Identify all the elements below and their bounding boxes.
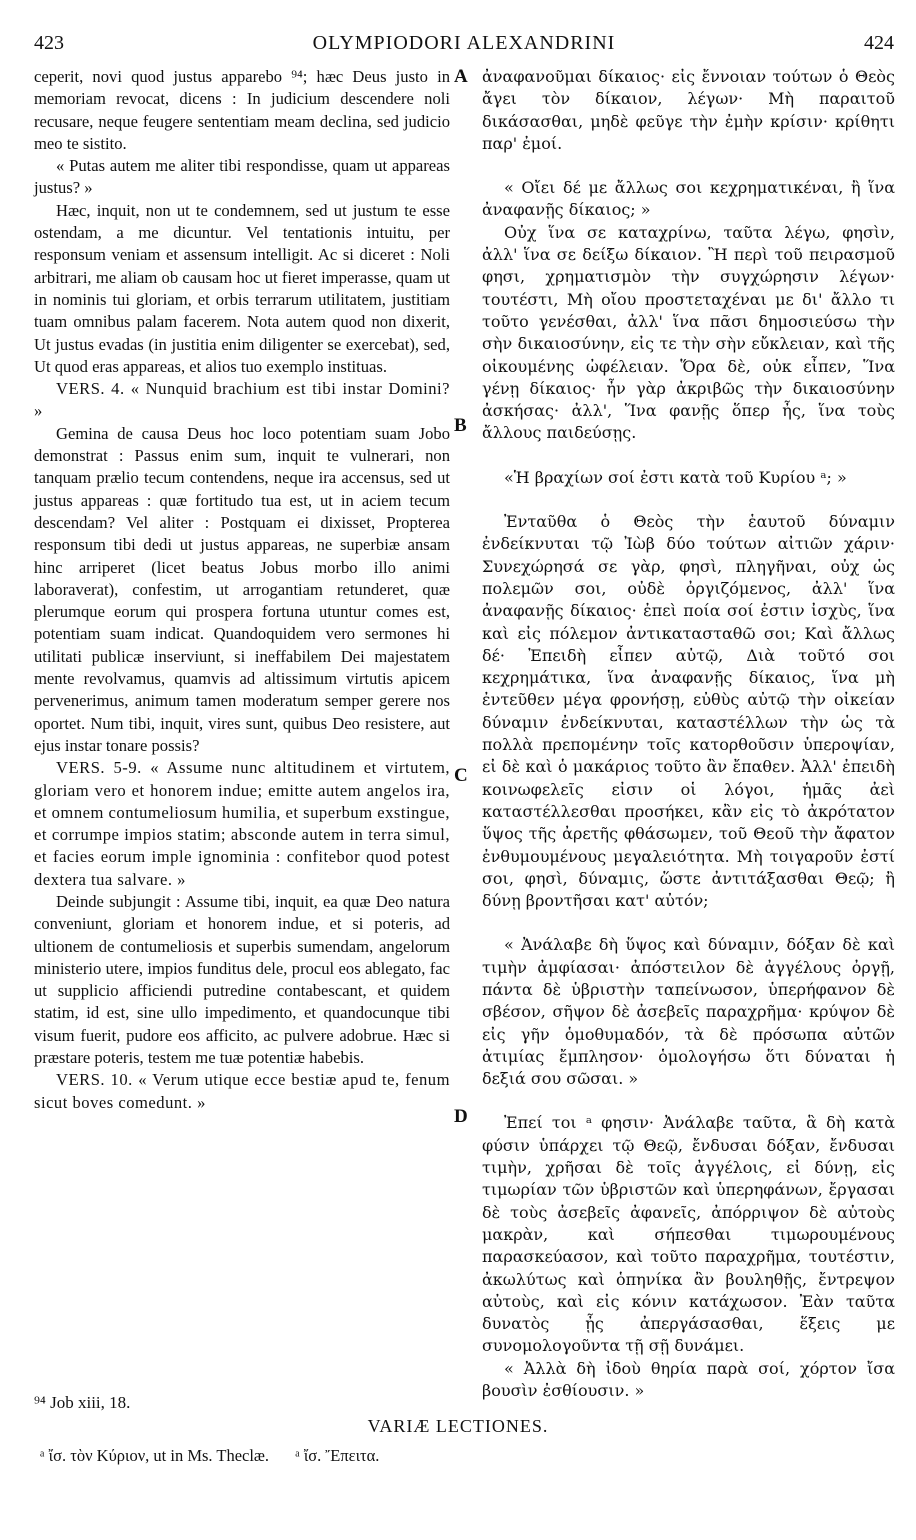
greek-column	[482, 66, 895, 1402]
page-number-right: 424	[864, 32, 894, 54]
latin-column	[34, 66, 450, 1114]
variae-lectiones	[40, 1446, 379, 1466]
variant-reading: ᵃ ἴσ. τὸν Κύριον, ut in Ms. Theclæ.	[40, 1446, 270, 1465]
margin-letter-a: A	[454, 66, 468, 87]
page-number-left: 423	[34, 32, 64, 54]
footnote: ⁹⁴ Job xiii, 18.	[34, 1393, 131, 1412]
variae-lectiones-title: VARIÆ LECTIONES.	[367, 1416, 549, 1436]
margin-letter-c: C	[454, 765, 468, 786]
latin-verse: VERS. 5-9. « Assume nunc altitudinem et virtutem, gloriam vero et honorem indue; emitte autem angelos ira, et omnem contumeliosum humilia, et superbum exstingue, et corrumpe impios statim; absconde autem in terra simul, et facies eorum imple ignominia : confitebor quod potest dextera tua salvare. »	[34, 758, 450, 889]
greek-paragraph: Ἐνταῦθα ὁ Θεὸς τὴν ἑαυτοῦ δύναμιν ἐνδείκνυται τῷ Ἰὼβ δύο τούτων αἰτιῶν χάριν· Συνεχώρησά σε γὰρ, φησὶ, πληγῆναι, οὐχ ὡς πολεμῶν σοι, οὐδὲ ὀργιζόμενος, ἀλλ' ἵνα ἀναφανῇς δίκαιος· ἐπεὶ ποία σοί ἐστιν ἰσχὺς, ἵνα καὶ εἰς πόλεμον ἀντικατασταθῶ σοι; Καὶ ἄλλως δέ· Ἐπειδὴ εἶπεν αὐτῷ, Διὰ τοῦτό σοι κεχρημάτικα, ἵνα ἀναφανῇς δίκαιος, ἵνα μὴ ἐντεῦθεν μέγα φρονήσῃ, εὐθὺς αὐτῷ τὴν οἰκείαν δύναμιν ἐνδείκνυται, καταστέλλων τὴν ὡς τὰ πολλὰ πρεπομένην τοῖς κατορθοῦσιν ὑπεροψίαν, εἰ δὲ καὶ ὁ μακάριος τοῦτο ἂν ἔπαθεν. Ἀλλ' ἐπειδὴ κοινωφελεῖς εἰσιν οἱ λόγοι, ἡμᾶς ἀεὶ καταστέλλεσθαι προσήκει, κἂν εἰς τὸ ἀκρότατον ὕψος τῆς ἀρετῆς φθάσωμεν, τοῦ Θεοῦ τὴν ἄφατον ἐνθυμουμένους μεγαλειότητα. Μὴ τοιγαροῦν ἐστί σοι, φησὶ, δύναμις, ὥστε ἀντιτάξασθαι Θεῷ; ἢ δύνῃ βροντῆσαι κατ' αὐτόν;	[482, 512, 895, 911]
latin-verse: VERS. 4. « Nunquid brachium est tibi instar Domini? »	[34, 379, 450, 421]
latin-quote: « Putas autem me aliter tibi respondisse, quam ut appareas justus? »	[34, 156, 450, 198]
latin-paragraph: Gemina de causa Deus hoc loco potentiam suam Jobo demonstrat : Passus enim sum, inquit te vulnerari, non tanquam prælio tecum contendens, neque ira accensus, sed ut justus appareas : quæ fortitudo tua est, ut in aciem tecum descendam? Vel aliter : Postquam ei dixisset, Propterea responsum tibi dedi ut justus appareas, ne superbiæ ansam hinc arriperet (licet beatus Jobus morbo illo animi laboraverat), confestim, ut arrogantiam retunderet, quæ plerumque eorum qui prospera fortuna utuntur comes est, potentiam suam indicat. Quandoquidem vero sermones hi utilitati publicæ inserviunt, si ineffabilem Dei majestatem mente revolvamus, quamvis ad altissimum virtutis apicem pervenerimus, animum tamen moderatum semper gerere nos oportet. Num tibi, inquit, vires sunt, quibus Deo resistere, aut ejus instar tonare possis?	[34, 423, 450, 755]
page-header	[34, 32, 894, 58]
greek-paragraph: ἀναφανοῦμαι δίκαιος· εἰς ἔννοιαν τούτων ὁ Θεὸς ἄγει τὸν δίκαιον, λέγων· Μὴ παραιτοῦ δικάσασθαι, μηδὲ φεῦγε τὴν ἐμὴν κρίσιν· κρίθητι παρ' ἐμοί.	[482, 67, 895, 153]
greek-quote: « Οἴει δέ με ἄλλως σοι κεχρηματικέναι, ἢ ἵνα ἀναφανῇς δίκαιος; »	[482, 178, 895, 220]
variant-reading: ᵃ ἴσ. Ἔπειτα.	[295, 1446, 380, 1465]
greek-quote: « Ἀνάλαβε δὴ ὕψος καὶ δύναμιν, δόξαν δὲ καὶ τιμὴν ἀμφίασαι· ἀπόστειλον δὲ ἀγγέλους ὀργῇ, πάντα δὲ ὑβριστὴν ταπείνωσον, ὑπερήφανον δὲ σβέσον, σῆψον δὲ ἀσεβεῖς παραχρῆμα· κρύψον δὲ εἰς γῆν ὁμοθυμαδόν, τὰ δὲ πρόσωπα αὐτῶν ἀτιμίας ἔμπλησον· ὁμολογήσω ὅτι δύναται ἡ δεξιά σου σῶσαι. »	[482, 935, 895, 1089]
greek-paragraph: Οὐχ ἵνα σε καταχρίνω, ταῦτα λέγω, φησὶν, ἀλλ' ἵνα σε δείξω δίκαιον. Ἢ περὶ τοῦ πειρασμοῦ φησι, χρηματισμὸν τὴν συγχώρησιν λέγων· τουτέστι, Μὴ οἴου προστεταχέναι με δι' ἄλλο τι τοῦτο γενέσθαι, ἀλλ' ἵνα πᾶσι δημοσιεύσω τὴν σὴν δικαιοσύνην, εἰς τε τὴν σὴν εὔκλειαν, καὶ τῆς οἰκουμένης ὠφέλειαν. Ὅρα δὲ, οὐκ εἶπεν, Ἵνα γένῃ δίκαιος· ἦν γὰρ ἀκριβῶς τὴν δικαιοσύνην ἀσκήσας· ἀλλ', Ἵνα φανῇς ὅπερ ἦς, ἵνα τοὺς ἄλλους παιδεύσῃς.	[482, 222, 895, 443]
latin-verse: VERS. 10. « Verum utique ecce bestiæ apud te, fenum sicut boves comedunt. »	[34, 1070, 450, 1112]
latin-paragraph: Deinde subjungit : Assume tibi, inquit, ea quæ Deo natura conveniunt, gloriam et honorem indue, et si poteris, ad ultionem de contumeliosis et superbis sumendam, angelorum ministerio utere, impios funditus dele, procul eos ablegato, fac ut supplicio afficiendi putredine contabescant, et quidem statim, id est, sine ullo impedimento, et quandocunque tibi visum fuerit, pudore eos afficito, ac pulvere adobrue. Hæc si præstare poteris, testem me tuæ potentiæ habebis.	[34, 891, 450, 1068]
latin-paragraph: ceperit, novi quod justus apparebo ⁹⁴; hæc Deus justo in memoriam revocat, dicens : In judicium descendere noli recusare, neque feugere sententiam meam declina, sed judicio meo te sistito.	[34, 67, 450, 153]
margin-letter-b: B	[454, 415, 467, 436]
greek-quote: «Ἡ βραχίων σοί ἐστι κατὰ τοῦ Κυρίου ᵃ; »	[504, 467, 847, 487]
latin-paragraph: Hæc, inquit, non ut te condemnem, sed ut justum te esse ostendam, a me dicuntur. Vel tentationis intuitu, per responsum veniam et assensum intelligit. Ac si diceret : Noli arbitrari, me aliam ob causam hoc ut fieret imperasse, quam ut in nominis tui gloriam, et orbis terrarum utilitatem, justitiam tuam omnibus palam facerem. Nota autem quod non dixerit, Ut justus evadas (in justitia enim diligenter se exercebat), sed, Ut quod eras appareas, et alios tuo exemplo instituas.	[34, 200, 450, 376]
margin-letter-d: D	[454, 1106, 468, 1127]
greek-paragraph: Ἐπεί τοι ᵃ φησιν· Ἀνάλαβε ταῦτα, ἃ δὴ κατὰ φύσιν ὑπάρχει τῷ Θεῷ, ἔνδυσαι δόξαν, ἔνδυσαι τιμὴν, χρῆσαι δὲ τοῖς ἀγγέλοις, εἰ δύνῃ, εἰς τιμωρίαν τῶν ὑβριστῶν καὶ ὑπερηφάνων, ἔργασαι δὲ τοὺς ἀσεβεῖς ἀφανεῖς, ἀπόρριψον δὲ αὐτοὺς μακρὰν, καὶ σήπεσθαι τιμωρουμένους παρασκεύασον, καὶ τοῦτο παραχρῆμα, τουτέστιν, ἀκωλύτως καὶ ὁπηνίκα ἂν βουληθῇς, ἔντρεψον αὐτοὺς, καὶ εἰς κόνιν κατάχωσον. Ἐὰν ταῦτα δυνατὸς ᾖς ἀπεργάσασθαι, ἕξεις με συνομολογοῦντα τῇ σῇ δυνάμει.	[482, 1113, 895, 1356]
greek-quote: « Ἀλλὰ δὴ ἰδοὺ θηρία παρὰ σοί, χόρτον ἴσα βουσὶν ἐσθίουσιν. »	[482, 1358, 895, 1401]
running-title: OLYMPIODORI ALEXANDRINI	[312, 32, 616, 54]
